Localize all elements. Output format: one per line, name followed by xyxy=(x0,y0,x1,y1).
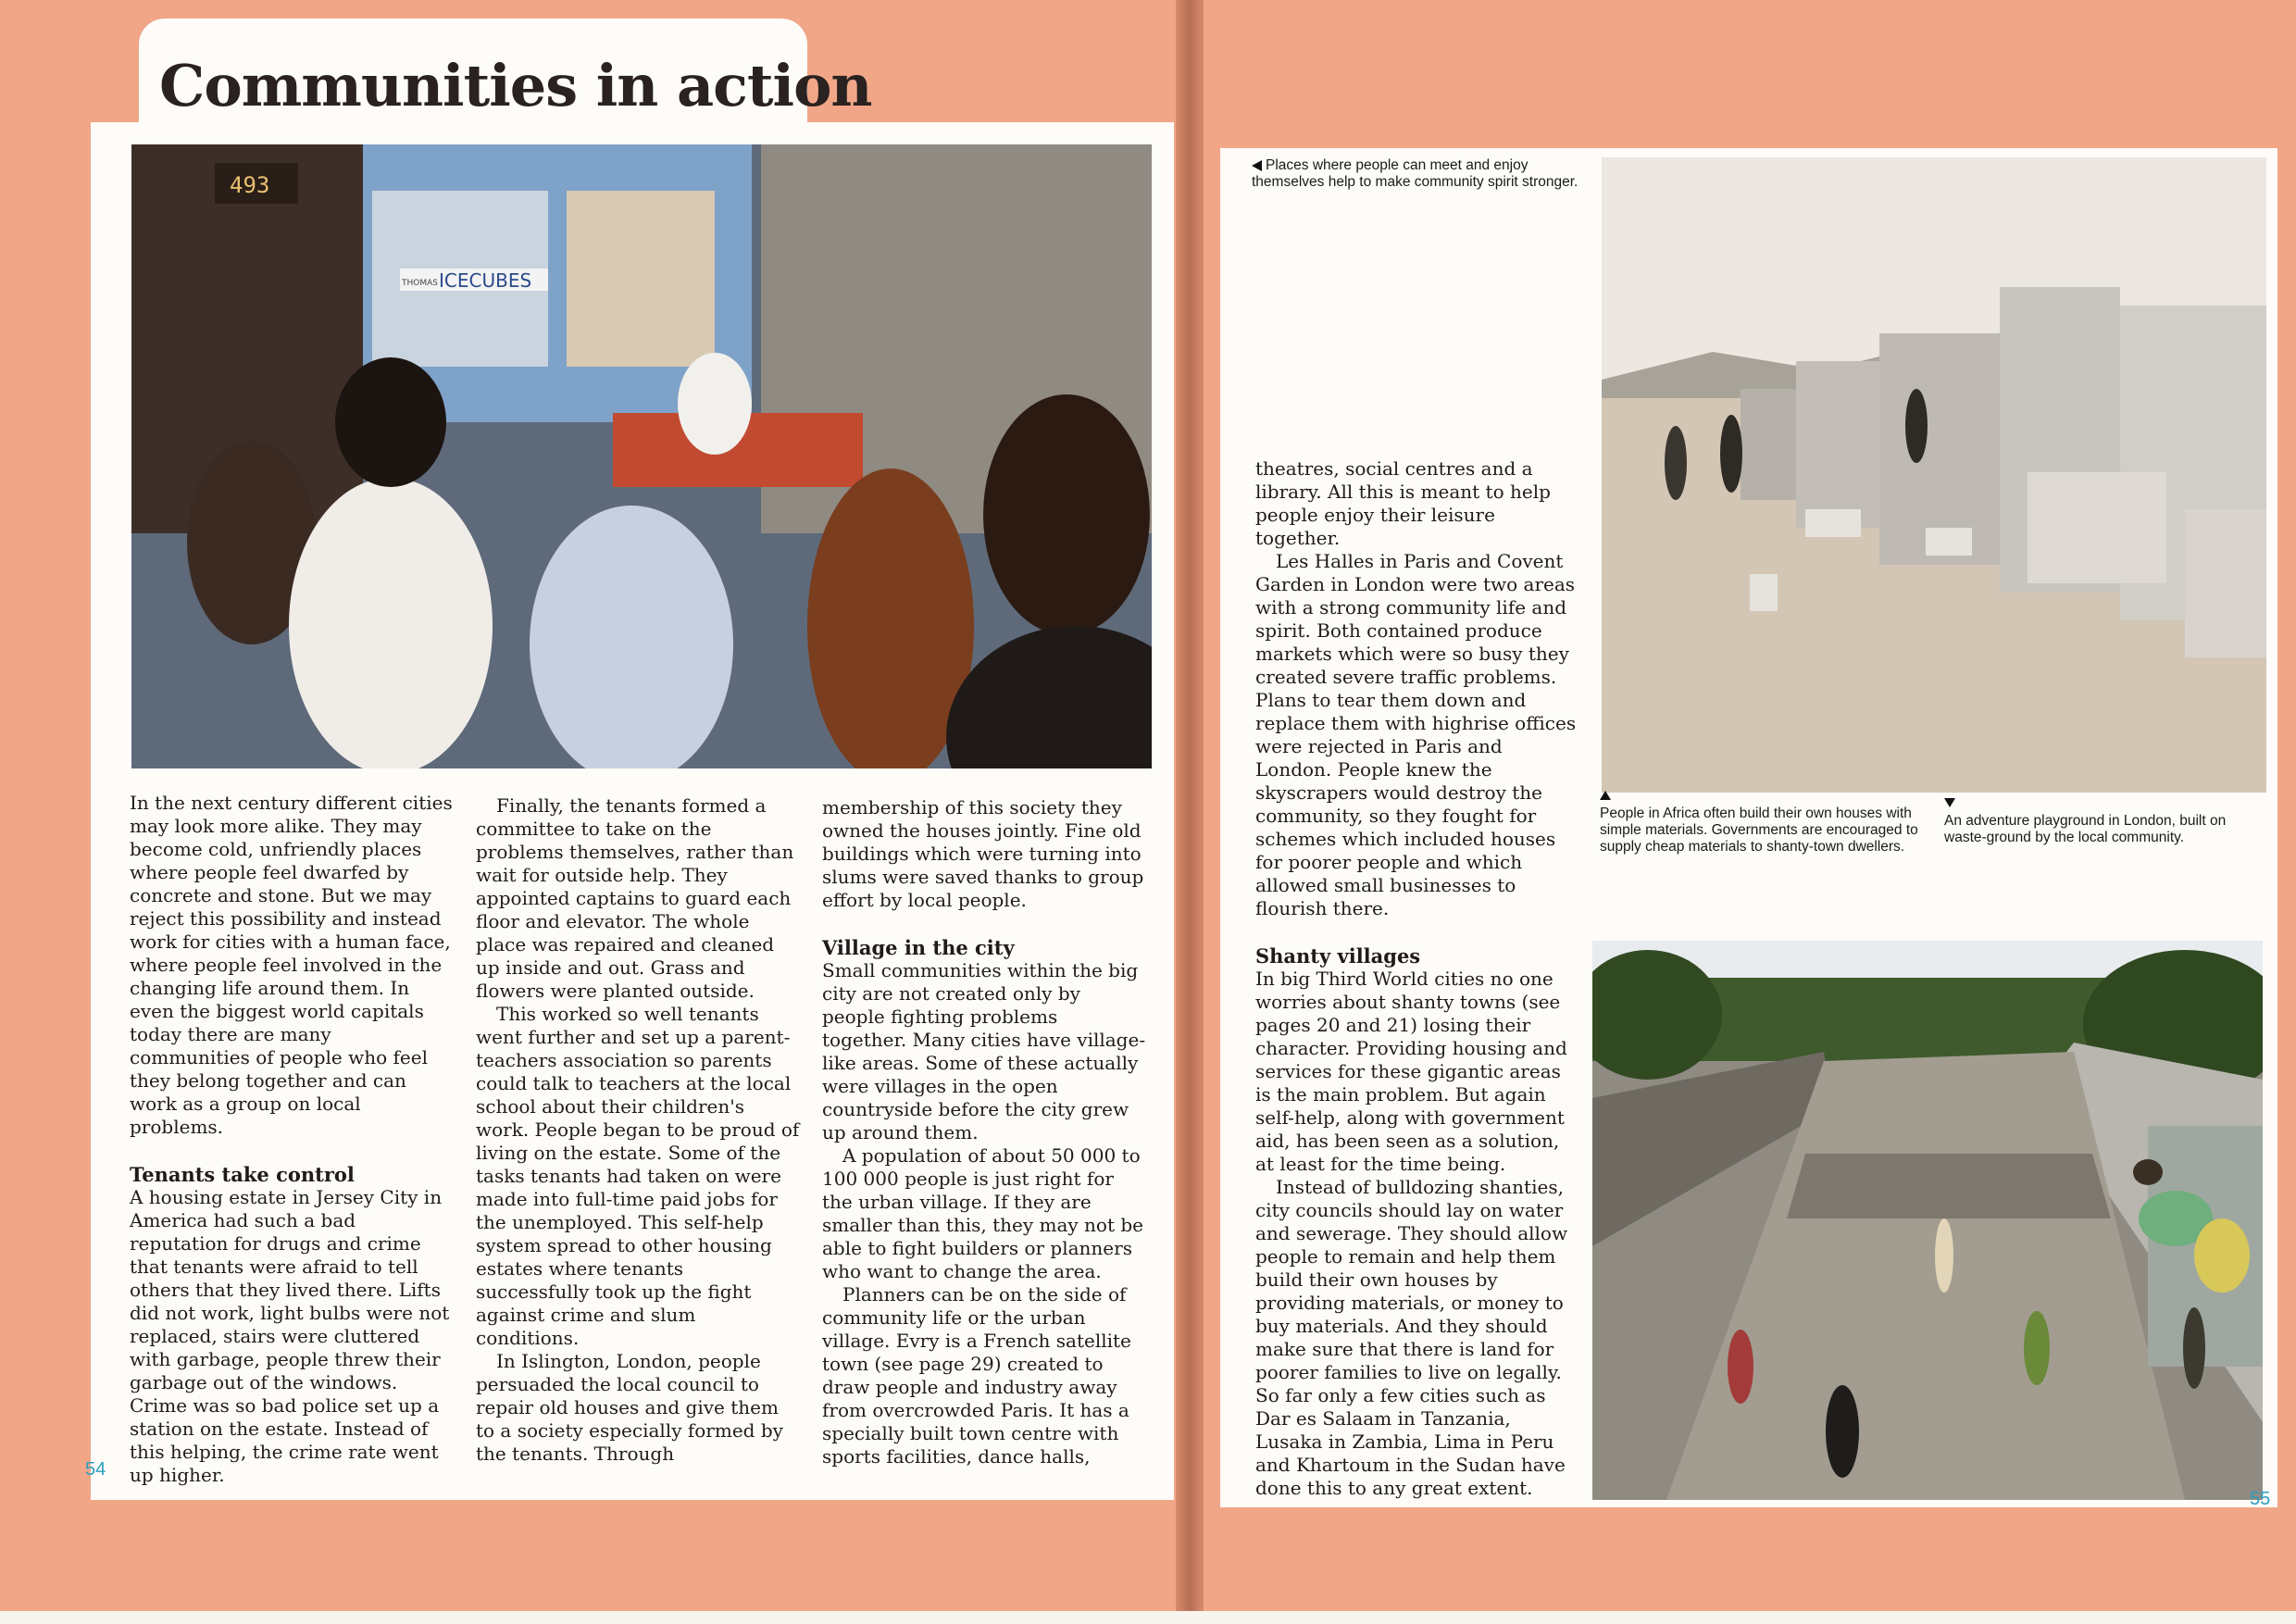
brick-walls-illustration xyxy=(1602,157,2266,793)
paragraph: This worked so well tenants went further and set up a parent-teachers association so parents could talk to teachers at the local school about their children's work. People began to be proud of living on the estate. Some of the tasks tenants had taken on were made into full-time paid jobs for the unemployed. This self-help system spread to other housing estates where tenants successfully took up the fight against crime and slum conditions. xyxy=(476,1003,800,1349)
caption-text: An adventure playground in London, built on waste-ground by the local community. xyxy=(1944,813,2227,845)
arrow-left-icon xyxy=(1252,160,1262,171)
caption-london-playground xyxy=(1944,798,2259,846)
paragraph: In Islington, London, people persuaded the local council to repair old houses and give them to a society especially formed by the tenants. Through xyxy=(476,1350,783,1465)
paragraph: theatres, social centres and a library. All this is meant to help people enjoy their leisure together. xyxy=(1255,457,1551,549)
paragraph: Instead of bulldozing shanties, city councils should lay on water and sewerage. They should allow people to remain and help them build their own houses by providing materials, or money to buy materials. And they should make sure that there is land for poorer families to live on legally. So far only a few cities such as Dar es Salaam in Tanzania, Lusaka in Zambia, Lima in Peru and Khartoum in the Sudan have done this to any great extent. xyxy=(1255,1176,1568,1499)
page-title: Communities in action xyxy=(159,52,872,119)
paragraph: Finally, the tenants formed a committee to take on the problems themselves, rather than wait for outside help. They appointed captains to guard each floor and elevator. The whole place was repaired and cleaned up inside and out. Grass and flowers were planted outside. xyxy=(476,794,794,1002)
caption-africa xyxy=(1600,791,1924,856)
paragraph: A population of about 50 000 to 100 000 people is just right for the urban village. If they are smaller than this, they may not be able to fight builders or planners who want to change the area. xyxy=(822,1144,1143,1282)
paragraph: A housing estate in Jersey City in America had such a bad reputation for drugs and crime that tenants were afraid to tell others that they lived there. Lifts did not work, light bulbs were not replaced, stairs were cluttered with garbage, people threw their garbage out of the windows. Crime was so bad police set up a station on the estate. Instead of this helping, the crime rate went up higher. xyxy=(130,1186,450,1486)
subheading-village-in-the-city: Village in the city xyxy=(822,936,1015,959)
paragraph: membership of this society they owned the houses jointly. Fine old buildings which were turning into slums were saved thanks to group effort by local people. xyxy=(822,796,1144,911)
paragraph: Small communities within the big city are not created only by people fighting problems together. Many cities have village-like areas. Some of these actually were villages in the open countryside before the city grew up around them. xyxy=(822,959,1146,1143)
text-column-2 xyxy=(476,794,800,1466)
caption-text: Places where people can meet and enjoy themselves help to make community spirit stronger. xyxy=(1252,157,1578,190)
caption-meeting-places xyxy=(1252,157,1594,191)
subheading-shanty-villages: Shanty villages xyxy=(1255,944,1421,968)
paragraph: In the next century different cities may look more alike. They may become cold, unfriendly places where people feel dwarfed by concrete and stone. But we may reject this possibility and instead work for cities with a human face, where people feel involved in the changing life around them. In even the biggest world capitals today there are many communities of people who feel they belong together and can work as a group on local problems. xyxy=(130,792,453,1138)
paragraph: Planners can be on the side of community life or the urban village. Evry is a French satellite town (see page 29) created to draw people and industry away from overcrowded Paris. It has a specially built town centre with sports facilities, dance halls, xyxy=(822,1283,1131,1468)
subheading-tenants-take-control: Tenants take control xyxy=(130,1163,355,1186)
street-number-sign: 493 xyxy=(230,172,270,198)
caption-text: People in Africa often build their own houses with simple materials. Governments are encouraged to supply cheap materials to shanty-town dwellers. xyxy=(1600,806,1918,855)
playground-illustration xyxy=(1592,941,2263,1500)
left-page-number: 54 xyxy=(85,1459,106,1480)
shop-sign-prefix: THOMAS xyxy=(402,279,438,288)
paragraph: In big Third World cities no one worries about shanty towns (see pages 20 and 21) losing their character. Providing housing and services for these gigantic areas is the main problem. But again self-help, along with government aid, has been seen as a solution, at least for the time being. xyxy=(1255,968,1567,1175)
street-scene-illustration xyxy=(131,144,1152,768)
text-column-3 xyxy=(822,796,1146,1468)
street-scene-photo xyxy=(131,144,1152,768)
shop-sign: ICECUBES xyxy=(439,269,532,292)
book-gutter xyxy=(1176,0,1204,1611)
text-column-4 xyxy=(1255,457,1579,1500)
paragraph: Les Halles in Paris and Covent Garden in London were two areas with a strong community life and spirit. Both contained produce markets which were so busy they created severe traffic problems. Plans to tear them down and replace them with highrise offices were rejected in Paris and London. People knew the skyscrapers would destroy the community, so they fought for schemes which included houses for poorer people and which allowed small businesses to flourish there. xyxy=(1255,550,1577,919)
text-column-1 xyxy=(130,792,454,1487)
scan-bottom-edge xyxy=(0,1611,2296,1624)
brick-walls-photo xyxy=(1602,157,2266,793)
right-page-number: 55 xyxy=(2250,1489,2271,1509)
arrow-up-icon xyxy=(1600,791,1611,800)
playground-photo xyxy=(1592,941,2263,1500)
arrow-down-icon xyxy=(1944,798,1955,807)
